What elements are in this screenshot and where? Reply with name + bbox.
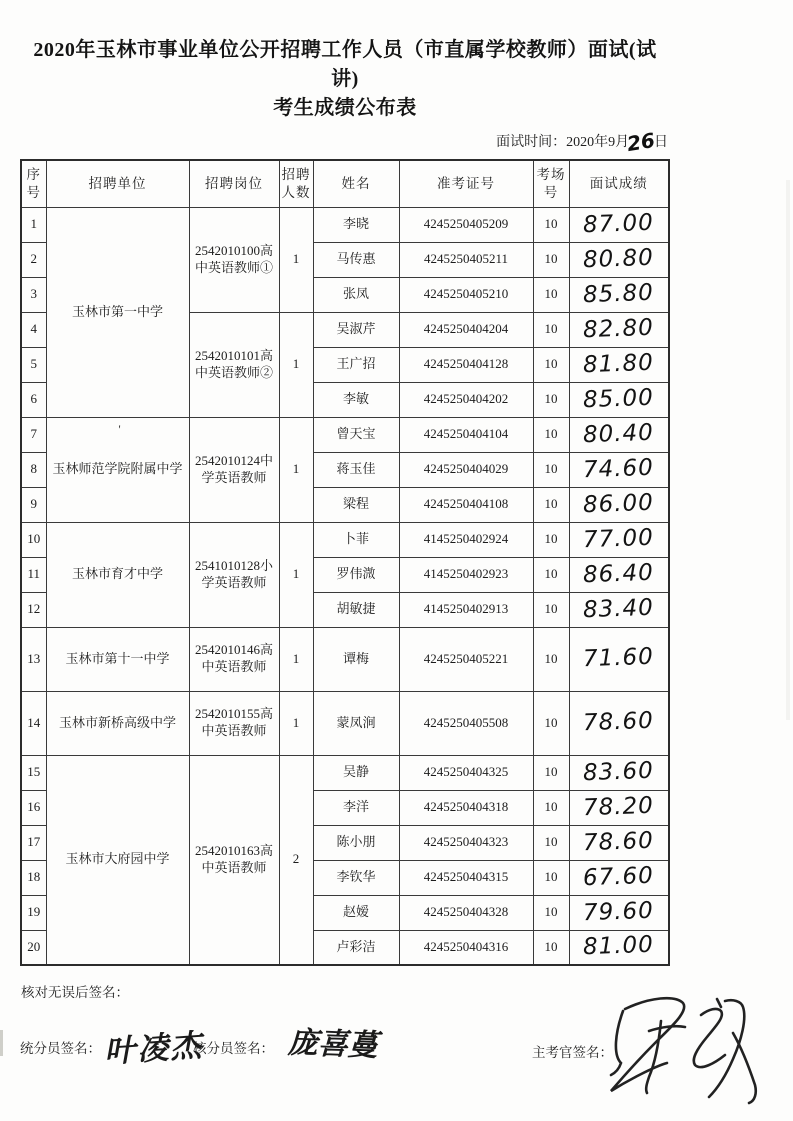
name-cell: 蒋玉佳 xyxy=(313,452,399,487)
name-cell: 李敏 xyxy=(313,382,399,417)
seq-cell: 5 xyxy=(21,347,46,382)
position-cell: 2542010101高中英语教师② xyxy=(189,312,279,417)
count-cell: 2 xyxy=(279,755,313,965)
ticket-cell: 4245250404204 xyxy=(399,312,533,347)
count-cell: 1 xyxy=(279,417,313,522)
name-cell: 卜菲 xyxy=(313,522,399,557)
handwritten-score: 67.60 xyxy=(582,862,655,891)
room-cell: 10 xyxy=(533,592,569,627)
name-cell: 王广招 xyxy=(313,347,399,382)
interview-time-suffix: 日 xyxy=(654,135,668,150)
name-cell: 赵嫒 xyxy=(313,895,399,930)
scan-artifact-mark: ' xyxy=(118,421,121,436)
ticket-cell: 4245250404104 xyxy=(399,417,533,452)
stats-scorer-signature: 叶凌杰 xyxy=(103,1027,205,1070)
score-cell xyxy=(569,930,669,965)
signature-footer xyxy=(20,981,670,1121)
score-cell xyxy=(569,592,669,627)
score-cell xyxy=(569,860,669,895)
ticket-cell: 4245250405221 xyxy=(399,627,533,691)
seq-cell: 13 xyxy=(21,627,46,691)
unit-cell: 玉林师范学院附属中学 ' xyxy=(46,417,189,522)
seq-cell: 9 xyxy=(21,487,46,522)
column-header-1: 招聘单位 xyxy=(46,160,189,207)
seq-cell: 7 xyxy=(21,417,46,452)
scan-artifact-right-edge xyxy=(786,180,790,720)
score-cell xyxy=(569,627,669,691)
ticket-cell: 4145250402923 xyxy=(399,557,533,592)
column-header-2: 招聘岗位 xyxy=(189,160,279,207)
ticket-cell: 4245250404029 xyxy=(399,452,533,487)
room-cell: 10 xyxy=(533,242,569,277)
scan-artifact-left-edge xyxy=(0,1030,3,1056)
ticket-cell: 4245250404325 xyxy=(399,755,533,790)
name-cell: 梁程 xyxy=(313,487,399,522)
room-cell: 10 xyxy=(533,277,569,312)
document-title-line1: 2020年玉林市事业单位公开招聘工作人员（市直属学校教师）面试(试讲) xyxy=(33,39,657,90)
handwritten-day: 26 xyxy=(625,127,657,157)
ticket-cell: 4145250402924 xyxy=(399,522,533,557)
name-cell: 蒙凤涧 xyxy=(313,691,399,755)
column-header-4: 姓名 xyxy=(313,160,399,207)
handwritten-score: 83.40 xyxy=(582,594,655,623)
score-cell xyxy=(569,417,669,452)
score-cell xyxy=(569,691,669,755)
seq-cell: 4 xyxy=(21,312,46,347)
position-cell: 2542010155高中英语教师 xyxy=(189,691,279,755)
score-cell xyxy=(569,207,669,242)
score-table-body xyxy=(21,207,669,965)
table-row xyxy=(21,522,669,557)
ticket-cell: 4245250404323 xyxy=(399,825,533,860)
room-cell: 10 xyxy=(533,895,569,930)
score-cell xyxy=(569,312,669,347)
name-cell: 李洋 xyxy=(313,790,399,825)
handwritten-score: 82.80 xyxy=(582,314,655,343)
signature-row xyxy=(20,1015,670,1121)
seq-cell: 10 xyxy=(21,522,46,557)
seq-cell: 1 xyxy=(21,207,46,242)
name-cell: 吴淑芹 xyxy=(313,312,399,347)
stats-scorer-label: 统分员签名： xyxy=(20,1041,101,1056)
name-cell: 张凤 xyxy=(313,277,399,312)
seq-cell: 19 xyxy=(21,895,46,930)
column-header-0: 序号 xyxy=(21,160,46,207)
ticket-cell: 4245250404108 xyxy=(399,487,533,522)
handwritten-score: 81.00 xyxy=(582,932,655,961)
room-cell: 10 xyxy=(533,930,569,965)
name-cell: 罗伟溦 xyxy=(313,557,399,592)
handwritten-score: 86.00 xyxy=(582,489,655,518)
column-header-7: 面试成绩 xyxy=(569,160,669,207)
count-cell: 1 xyxy=(279,207,313,312)
name-cell: 李晓 xyxy=(313,207,399,242)
unit-cell: 玉林市育才中学 xyxy=(46,522,189,627)
column-header-5: 准考证号 xyxy=(399,160,533,207)
name-cell: 吴静 xyxy=(313,755,399,790)
seq-cell: 14 xyxy=(21,691,46,755)
name-cell: 马传惠 xyxy=(313,242,399,277)
interview-time-prefix: 面试时间：2020年9月 xyxy=(496,135,630,150)
unit-cell: 玉林市第一中学 xyxy=(46,207,189,417)
room-cell: 10 xyxy=(533,790,569,825)
document-title-line2: 考生成绩公布表 xyxy=(273,97,417,119)
interview-time-line xyxy=(20,127,668,157)
seq-cell: 15 xyxy=(21,755,46,790)
seq-cell: 3 xyxy=(21,277,46,312)
ticket-cell: 4245250404328 xyxy=(399,895,533,930)
score-cell xyxy=(569,277,669,312)
score-cell xyxy=(569,487,669,522)
check-scorer-signature: 庞喜蔓 xyxy=(287,1026,379,1063)
ticket-cell: 4245250404315 xyxy=(399,860,533,895)
handwritten-score: 74.60 xyxy=(582,454,655,483)
score-cell xyxy=(569,755,669,790)
handwritten-score: 71.60 xyxy=(582,643,655,673)
room-cell: 10 xyxy=(533,522,569,557)
seq-cell: 2 xyxy=(21,242,46,277)
ticket-cell: 4245250405508 xyxy=(399,691,533,755)
room-cell: 10 xyxy=(533,825,569,860)
score-cell xyxy=(569,347,669,382)
table-row xyxy=(21,691,669,755)
ticket-cell: 4245250404316 xyxy=(399,930,533,965)
handwritten-score: 77.00 xyxy=(582,524,655,553)
column-header-3: 招聘人数 xyxy=(279,160,313,207)
column-header-6: 考场号 xyxy=(533,160,569,207)
table-row xyxy=(21,627,669,691)
score-cell xyxy=(569,242,669,277)
ticket-cell: 4245250405211 xyxy=(399,242,533,277)
score-cell xyxy=(569,895,669,930)
table-row xyxy=(21,417,669,452)
seq-cell: 11 xyxy=(21,557,46,592)
handwritten-score: 81.80 xyxy=(582,349,655,378)
name-cell: 胡敏捷 xyxy=(313,592,399,627)
seq-cell: 20 xyxy=(21,930,46,965)
handwritten-score: 86.40 xyxy=(582,559,655,588)
ticket-cell: 4145250402913 xyxy=(399,592,533,627)
count-cell: 1 xyxy=(279,627,313,691)
score-cell xyxy=(569,522,669,557)
handwritten-score: 80.40 xyxy=(582,419,655,448)
score-cell xyxy=(569,452,669,487)
score-cell xyxy=(569,557,669,592)
room-cell: 10 xyxy=(533,860,569,895)
count-cell: 1 xyxy=(279,312,313,417)
ticket-cell: 4245250404318 xyxy=(399,790,533,825)
ticket-cell: 4245250405209 xyxy=(399,207,533,242)
room-cell: 10 xyxy=(533,347,569,382)
name-cell: 曾天宝 xyxy=(313,417,399,452)
room-cell: 10 xyxy=(533,487,569,522)
chief-examiner-signature xyxy=(605,993,765,1111)
header-row xyxy=(21,160,669,207)
seq-cell: 17 xyxy=(21,825,46,860)
ticket-cell: 4245250404202 xyxy=(399,382,533,417)
position-cell: 2542010146高中英语教师 xyxy=(189,627,279,691)
name-cell: 卢彩洁 xyxy=(313,930,399,965)
score-table-header xyxy=(21,160,669,207)
position-cell: 2541010128小学英语教师 xyxy=(189,522,279,627)
room-cell: 10 xyxy=(533,417,569,452)
handwritten-score: 80.80 xyxy=(582,244,655,273)
handwritten-score: 78.60 xyxy=(582,707,655,737)
score-cell xyxy=(569,382,669,417)
handwritten-score: 78.20 xyxy=(582,792,655,821)
handwritten-score: 79.60 xyxy=(582,897,655,926)
handwritten-score: 85.80 xyxy=(582,279,655,308)
seq-cell: 6 xyxy=(21,382,46,417)
score-cell xyxy=(569,790,669,825)
unit-cell: 玉林市第十一中学 xyxy=(46,627,189,691)
count-cell: 1 xyxy=(279,522,313,627)
name-cell: 谭梅 xyxy=(313,627,399,691)
unit-cell: 玉林市新桥高级中学 xyxy=(46,691,189,755)
name-cell: 李钦华 xyxy=(313,860,399,895)
ticket-cell: 4245250404128 xyxy=(399,347,533,382)
room-cell: 10 xyxy=(533,312,569,347)
room-cell: 10 xyxy=(533,382,569,417)
check-scorer-label: 核分员签名： xyxy=(193,1041,274,1056)
room-cell: 10 xyxy=(533,627,569,691)
score-cell xyxy=(569,825,669,860)
handwritten-score: 83.60 xyxy=(582,757,655,786)
room-cell: 10 xyxy=(533,557,569,592)
unit-cell: 玉林市大府园中学 xyxy=(46,755,189,965)
table-row xyxy=(21,207,669,242)
room-cell: 10 xyxy=(533,755,569,790)
ticket-cell: 4245250405210 xyxy=(399,277,533,312)
seq-cell: 16 xyxy=(21,790,46,825)
handwritten-score: 85.00 xyxy=(582,384,655,413)
count-cell: 1 xyxy=(279,691,313,755)
room-cell: 10 xyxy=(533,207,569,242)
position-cell: 2542010100高中英语教师① xyxy=(189,207,279,312)
seq-cell: 18 xyxy=(21,860,46,895)
seq-cell: 8 xyxy=(21,452,46,487)
chief-examiner-label: 主考官签名： xyxy=(532,1045,613,1060)
position-cell: 2542010124中学英语教师 xyxy=(189,417,279,522)
name-cell: 陈小朋 xyxy=(313,825,399,860)
room-cell: 10 xyxy=(533,691,569,755)
seq-cell: 12 xyxy=(21,592,46,627)
score-table xyxy=(20,159,670,966)
verify-label: 核对无误后签名： xyxy=(21,985,129,1000)
handwritten-score: 78.60 xyxy=(582,827,655,856)
table-row xyxy=(21,755,669,790)
sheet-content xyxy=(20,36,670,1121)
handwritten-score: 87.00 xyxy=(582,209,655,238)
position-cell: 2542010163高中英语教师 xyxy=(189,755,279,965)
room-cell: 10 xyxy=(533,452,569,487)
